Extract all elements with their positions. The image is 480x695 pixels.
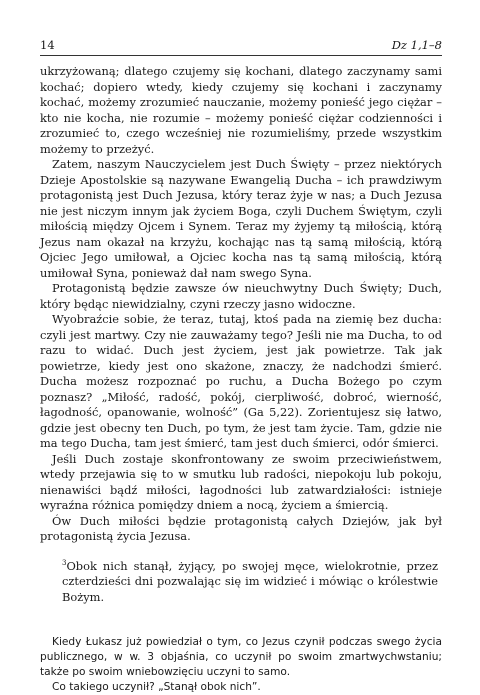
commentary-paragraph: Co takiego uczynił? „Stanął obok nich”. [52,681,261,693]
commentary-text [40,635,442,695]
paragraph: Wyobraźcie sobie, że teraz, tutaj, ktoś pada na ziemię bez ducha: czyli jest martwy. Czy nie zauważamy tego? Jeśli nie ma Ducha, to od razu to widać. Duch jest życiem, jest jak powietrze. Tak jak powietrze, kiedy jest ono skażone, znaczy, że nadchodzi śmierć. Ducha możesz rozpoznać po ruchu, a Ducha Bożego po czym poznasz? „Miłość, radość, pokój, cierpliwość, dobroć, wierność, łagodność, opanowanie, wolność” (Ga 5,22). Zorientujesz się łatwo, gdzie jest obecny ten Duch, po tym, że jest tam życie. Tam, gdzie nie ma tego Ducha, tam jest śmierć, tam jest duch śmierci, odór śmierci. [40,312,442,450]
page-number: 14 [40,38,55,52]
scripture-verse [40,559,442,606]
paragraph: ukrzyżowaną; dlatego czujemy się kochani, dlatego zaczynamy sami kochać; dopiero wtedy, kiedy czujemy się kochani i zaczynamy kochać, możemy zrozumieć nauczanie, możemy ponieść jego ciężar – kto nie kocha, nie rozumie – możemy ponieść ciężar codzienności i zrozumieć to, czego wcześniej nie rozumieliśmy, przede wszystkim możemy to przeżyć. [40,64,442,156]
book-page [40,38,442,695]
main-text [40,64,442,545]
paragraph: Jeśli Duch zostaje skonfrontowany ze swoim przeciwieństwem, wtedy przejawia się to w smutku lub radości, niepokoju lub pokoju, nienawiści bądź miłości, łagodności lub zatwardziałości: istnieje wyraźna różnica pomiędzy dniem a nocą, życiem a śmiercią. [40,451,442,512]
chapter-reference: Dz 1,1–8 [391,38,442,52]
commentary-paragraph: Kiedy Łukasz już powiedział o tym, co Jezus czynił podczas swego życia publicznego, w w. 3 objaśnia, co uczynił po swoim zmartwychwstaniu; także po swoim wniebowzięciu uczyni to samo. [40,636,442,678]
paragraph: Zatem, naszym Nauczycielem jest Duch Święty – przez niektórych Dzieje Apostolskie są nazywane Ewangelią Ducha – ich prawdziwym protagonistą jest Duch Jezusa, który teraz żyje w nas; a Duch Jezusa nie jest niczym innym jak życiem Boga, czyli Duchem Świętym, czyli miłością między Ojcem i Synem. Teraz my żyjemy tą miłością, którą Jezus nam okazał na krzyżu, kochając nas tą samą miłością, którą Ojciec Jego umiłował, a Ojciec kocha nas tą samą miłością, którą umiłował Syna, ponieważ dał nam swego Syna. [40,157,442,280]
verse-number: 3 [62,558,67,567]
running-header [40,38,442,56]
paragraph: Ów Duch miłości będzie protagonistą całych Dziejów, jak był protagonistą życia Jezusa. [40,513,442,543]
verse-text: Obok nich stanął, żyjący, po swojej męce, wielokrotnie, przez czterdzieści dni pozwalając się im widzieć i mówiąc o królestwie Bożym. [62,558,438,604]
paragraph: Protagonistą będzie zawsze ów nieuchwytny Duch Święty; Duch, który będąc niewidzialny, czyni rzeczy jasno widoczne. [40,281,442,311]
